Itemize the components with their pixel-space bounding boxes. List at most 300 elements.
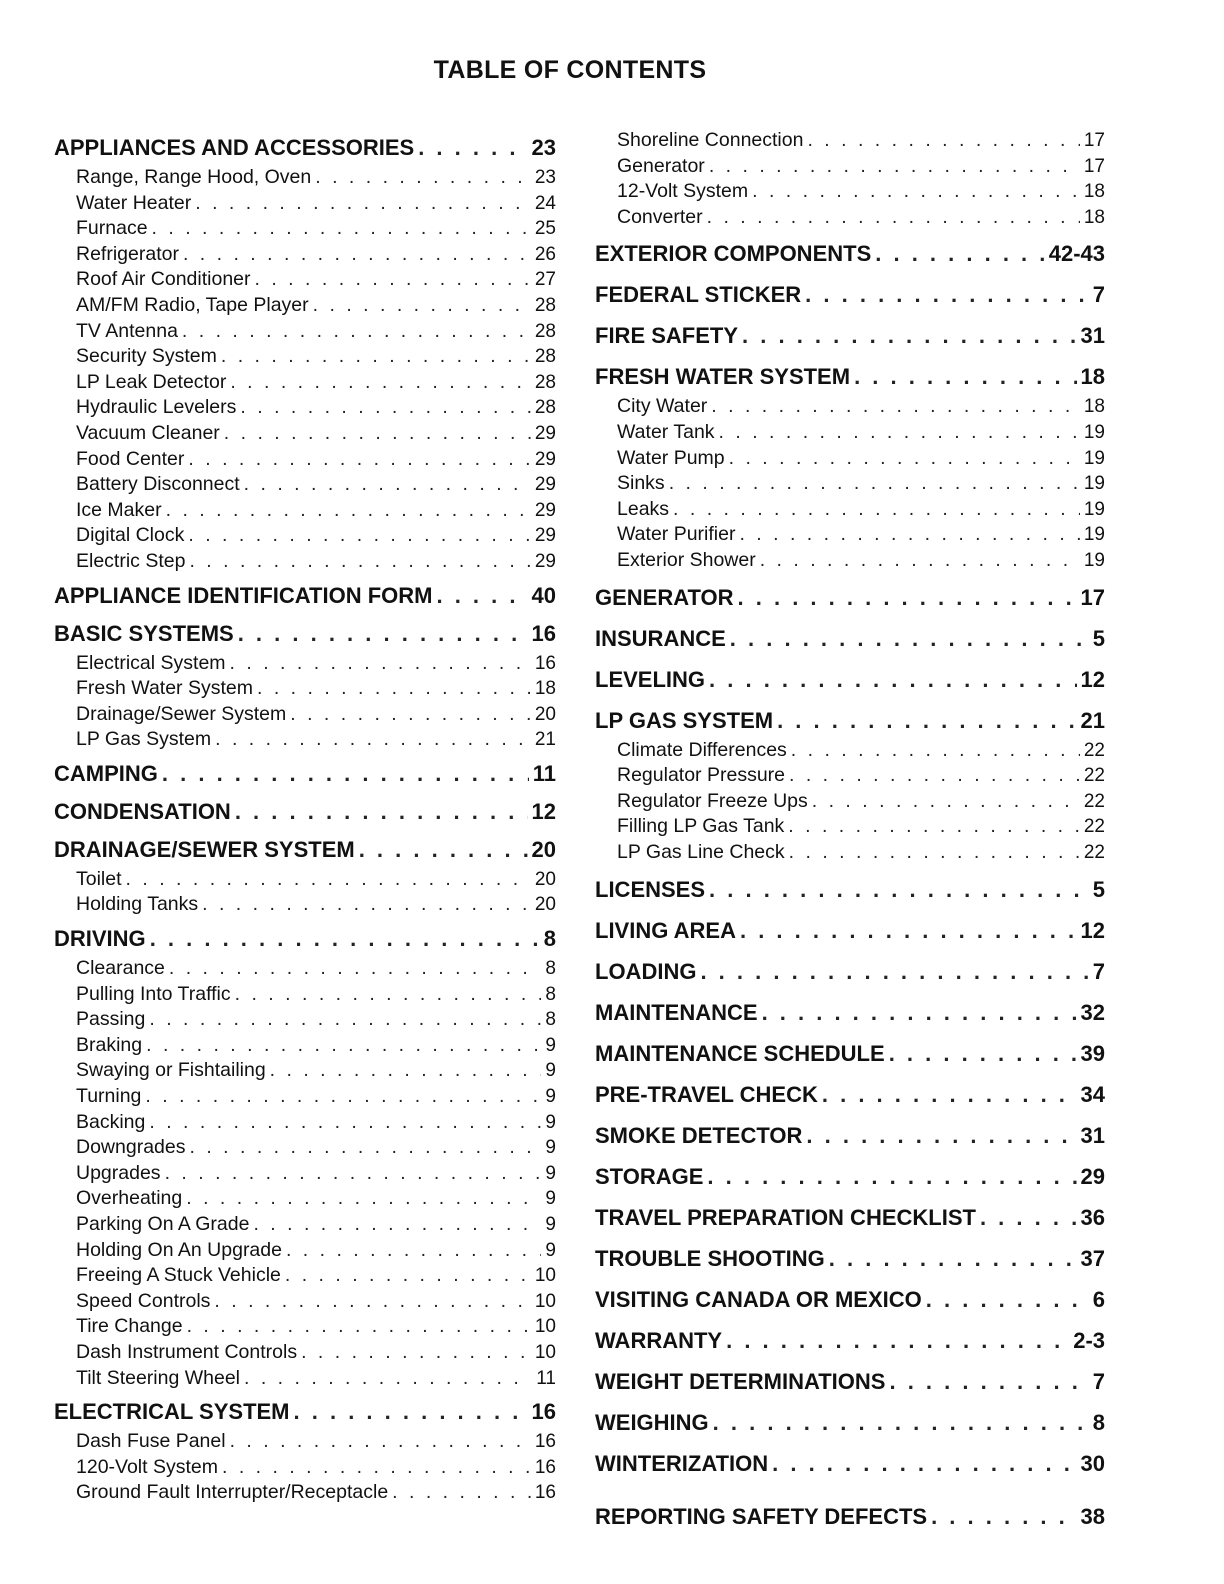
toc-group [595, 574, 1105, 615]
dot-leader [669, 471, 1080, 497]
toc-entry-label: APPLIANCE IDENTIFICATION FORM [54, 582, 433, 608]
toc-entry-page: 8 [545, 983, 556, 1005]
dot-leader [224, 421, 531, 447]
toc-entry-page: 28 [534, 294, 556, 316]
toc-entry-label: BASIC SYSTEMS [54, 620, 234, 646]
toc-entry-page: 8 [545, 958, 556, 980]
toc-entry-label: WINTERIZATION [595, 1450, 769, 1476]
toc-entry-page: 6 [1092, 1286, 1105, 1312]
toc-entry-label: Battery Disconnect [76, 473, 240, 496]
toc-group [54, 1391, 556, 1506]
toc-group [595, 271, 1105, 312]
toc-group [595, 1194, 1105, 1235]
toc-entry-page: 29 [1080, 1163, 1105, 1189]
toc-entry-page: 36 [1080, 1204, 1105, 1230]
dot-leader [931, 1500, 1076, 1534]
toc-entry-label: Generator [617, 154, 705, 177]
page-title: TABLE OF CONTENTS [433, 56, 707, 84]
toc-entry-page: 23 [531, 135, 556, 160]
toc-group [595, 1399, 1105, 1440]
toc-group [54, 791, 556, 829]
toc-group [54, 613, 556, 753]
toc-heading-appliances-and-accessories[interactable] [54, 131, 556, 165]
toc-heading-leveling[interactable] [595, 663, 1105, 697]
toc-subentry-overheating[interactable] [54, 1186, 556, 1212]
toc-entry-page: 10 [534, 1265, 556, 1287]
dot-leader [829, 1242, 1077, 1276]
toc-entry-page: 8 [1092, 1409, 1105, 1435]
toc-entry-page: 24 [534, 192, 556, 214]
toc-subentry-toilet[interactable] [54, 867, 556, 893]
toc-entry-label: Roof Air Conditioner [76, 268, 251, 291]
toc-entry-page: 9 [545, 1086, 556, 1108]
toc-heading-camping[interactable] [54, 757, 556, 791]
toc-heading-appliance-identification-form[interactable] [54, 579, 556, 613]
toc-entry-label: Range, Range Hood, Oven [76, 166, 312, 188]
toc-entry-label: Pulling Into Traffic [76, 982, 231, 1005]
toc-heading-generator[interactable] [595, 581, 1105, 615]
toc-heading-insurance[interactable] [595, 622, 1105, 656]
dot-leader [149, 1110, 541, 1136]
toc-entry-page: 31 [1080, 323, 1105, 349]
toc-entry-page: 17 [1083, 130, 1105, 151]
toc-entry-page: 21 [1080, 707, 1105, 733]
toc-entry-page: 22 [1083, 790, 1105, 812]
toc-subentry-security-system[interactable] [54, 344, 556, 370]
toc-heading-weighing[interactable] [595, 1406, 1105, 1440]
toc-entry-page: 20 [534, 894, 556, 916]
dot-leader [146, 1033, 541, 1059]
dot-leader [169, 956, 542, 982]
toc-entry-page: 29 [534, 550, 556, 572]
toc-subentry-dash-instrument-controls[interactable] [54, 1340, 556, 1366]
toc-entry-label: Water Purifier [617, 523, 736, 546]
toc-heading-fresh-water-system[interactable] [595, 360, 1105, 394]
toc-entry-label: Fresh Water System [76, 677, 253, 700]
toc-group [595, 1030, 1105, 1071]
dot-leader [301, 1340, 531, 1366]
dot-leader [186, 1186, 541, 1212]
toc-entry-label: VISITING CANADA OR MEXICO [595, 1286, 922, 1312]
toc-entry-label: LP Gas System [76, 728, 212, 751]
toc-entry-page: 18 [1083, 206, 1105, 228]
toc-heading-warranty[interactable] [595, 1324, 1105, 1358]
toc-subentry-shoreline-connection[interactable] [595, 128, 1105, 154]
toc-entry-label: Filling LP Gas Tank [617, 815, 785, 838]
toc-entry-page: 29 [534, 499, 556, 521]
dot-leader [709, 154, 1080, 180]
toc-entry-page: 19 [1083, 421, 1105, 443]
toc-entry-label: EXTERIOR COMPONENTS [595, 241, 872, 267]
toc-subentry-electrical-system[interactable] [54, 651, 556, 677]
toc-entry-page: 7 [1092, 1368, 1105, 1394]
dot-leader [215, 727, 531, 753]
toc-entry-page: 29 [534, 422, 556, 444]
toc-heading-living-area[interactable] [595, 914, 1105, 948]
toc-entry-page: 10 [534, 1316, 556, 1338]
toc-group [595, 948, 1105, 989]
toc-subentry-turning[interactable] [54, 1084, 556, 1110]
dot-leader [822, 1078, 1077, 1112]
toc-entry-page: 9 [545, 1162, 556, 1184]
toc-subentry-water-purifier[interactable] [595, 522, 1105, 548]
toc-entry-label: Converter [617, 205, 703, 228]
toc-entry-page: 10 [534, 1290, 556, 1312]
dot-leader [235, 795, 528, 829]
toc-heading-driving[interactable] [54, 922, 556, 956]
toc-subentry-120-volt-system[interactable] [54, 1455, 556, 1481]
toc-subentry-lp-gas-line-check[interactable] [595, 840, 1105, 866]
toc-subentry-swaying-or-fishtailing[interactable] [54, 1058, 556, 1084]
toc-heading-lp-gas-system[interactable] [595, 704, 1105, 738]
toc-entry-page: 30 [1080, 1450, 1105, 1476]
toc-heading-fire-safety[interactable] [595, 319, 1105, 353]
toc-entry-label: Parking On A Grade [76, 1213, 250, 1235]
toc-entry-page: 27 [534, 269, 556, 291]
toc-heading-exterior-components[interactable] [595, 237, 1105, 271]
toc-entry-page: 34 [1080, 1081, 1105, 1107]
dot-leader [740, 914, 1077, 948]
toc-heading-condensation[interactable] [54, 795, 556, 829]
toc-entry-label: FEDERAL STICKER [595, 282, 802, 308]
dot-leader [165, 1161, 542, 1187]
dot-leader [812, 789, 1080, 815]
toc-heading-weight-determinations[interactable] [595, 1365, 1105, 1399]
toc-entry-label: 120-Volt System [76, 1455, 218, 1478]
toc-entry-page: 28 [534, 346, 556, 368]
dot-leader [152, 216, 531, 242]
toc-group [595, 312, 1105, 353]
toc-entry-label: DRIVING [54, 926, 146, 952]
toc-entry-page: 23 [534, 167, 556, 188]
toc-entry-label: WEIGHING [595, 1409, 709, 1435]
toc-group [54, 131, 556, 575]
toc-heading-drainage-sewer-system[interactable] [54, 833, 556, 867]
toc-subentry-fresh-water-system[interactable] [54, 676, 556, 702]
dot-leader [315, 165, 531, 191]
dot-leader [777, 704, 1076, 738]
toc-entry-label: Freeing A Stuck Vehicle [76, 1264, 281, 1287]
toc-entry-page: 12 [531, 798, 556, 824]
toc-entry-label: LP Gas Line Check [617, 840, 785, 863]
toc-subentry-backing[interactable] [54, 1110, 556, 1136]
toc-subentry-tire-change[interactable] [54, 1314, 556, 1340]
toc-entry-label: Food Center [76, 447, 185, 470]
toc-entry-page: 16 [534, 1482, 556, 1504]
toc-entry-page: 19 [1083, 447, 1105, 469]
toc-subentry-clearance[interactable] [54, 956, 556, 982]
toc-entry-page: 9 [545, 1239, 556, 1261]
toc-group [595, 1317, 1105, 1358]
toc-heading-visiting-canada-or-mexico[interactable] [595, 1283, 1105, 1317]
toc-heading-pre-travel-check[interactable] [595, 1078, 1105, 1112]
toc-subentry-holding-tanks[interactable] [54, 892, 556, 918]
toc-entry-page: 28 [534, 397, 556, 419]
toc-group [595, 1153, 1105, 1194]
dot-leader [188, 523, 530, 549]
toc-group [595, 128, 1105, 230]
toc-entry-page: 12 [1080, 917, 1105, 943]
toc-subentry-pulling-into-traffic[interactable] [54, 982, 556, 1008]
toc-entry-label: FRESH WATER SYSTEM [595, 364, 851, 390]
toc-entry-page: 17 [1080, 584, 1105, 610]
toc-entry-label: TRAVEL PREPARATION CHECKLIST [595, 1204, 976, 1230]
toc-subentry-upgrades[interactable] [54, 1161, 556, 1187]
toc-subentry-climate-differences[interactable] [595, 738, 1105, 764]
toc-entry-page: 31 [1080, 1122, 1105, 1148]
toc-entry-label: Upgrades [76, 1161, 161, 1184]
dot-leader [713, 1406, 1089, 1440]
toc-subentry-lp-leak-detector[interactable] [54, 370, 556, 396]
dot-leader [235, 982, 542, 1008]
toc-heading-smoke-detector[interactable] [595, 1119, 1105, 1153]
toc-subentry-parking-on-a-grade[interactable] [54, 1212, 556, 1238]
toc-entry-page: 22 [1083, 841, 1105, 863]
toc-heading-travel-preparation-checklist[interactable] [595, 1201, 1105, 1235]
toc-subentry-roof-air-conditioner[interactable] [54, 267, 556, 293]
toc-subentry-regulator-pressure[interactable] [595, 763, 1105, 789]
toc-entry-label: Regulator Pressure [617, 764, 785, 787]
toc-entry-page: 16 [531, 620, 556, 646]
toc-entry-label: Holding Tanks [76, 893, 199, 916]
dot-leader [889, 1365, 1088, 1399]
toc-entry-label: Backing [76, 1110, 146, 1133]
dot-leader [418, 131, 527, 165]
toc-subentry-generator[interactable] [595, 154, 1105, 180]
dot-leader [806, 1119, 1076, 1153]
toc-group [595, 353, 1105, 573]
toc-subentry-digital-clock[interactable] [54, 523, 556, 549]
dot-leader [760, 548, 1080, 574]
dot-leader [230, 370, 531, 396]
dot-leader [738, 581, 1077, 615]
toc-subentry-regulator-freeze-ups[interactable] [595, 789, 1105, 815]
toc-entry-label: FIRE SAFETY [595, 323, 739, 349]
toc-subentry-tilt-steering-wheel[interactable] [54, 1366, 556, 1392]
toc-entry-label: Exterior Shower [617, 548, 756, 571]
toc-entry-page: 9 [545, 1034, 556, 1056]
dot-leader [719, 420, 1080, 446]
toc-entry-label: Dash Fuse Panel [76, 1430, 226, 1453]
toc-entry-label: Swaying or Fishtailing [76, 1059, 266, 1082]
dot-leader [359, 833, 528, 867]
toc-group [595, 989, 1105, 1030]
toc-entry-label: Electrical System [76, 651, 226, 674]
toc-group [595, 230, 1105, 271]
toc-entry-page: 10 [534, 1341, 556, 1363]
toc-heading-maintenance-schedule[interactable] [595, 1037, 1105, 1071]
toc-subentry-battery-disconnect[interactable] [54, 472, 556, 498]
dot-leader [772, 1447, 1076, 1481]
toc-subentry-water-heater[interactable] [54, 191, 556, 217]
toc-entry-page: 38 [1080, 1504, 1105, 1529]
toc-subentry-ice-maker[interactable] [54, 498, 556, 524]
toc-entry-label: MAINTENANCE SCHEDULE [595, 1040, 885, 1066]
toc-entry-label: AM/FM Radio, Tape Player [76, 293, 309, 316]
toc-entry-page: 18 [534, 678, 556, 700]
toc-entry-label: LEVELING [595, 666, 706, 692]
toc-subentry-water-tank[interactable] [595, 420, 1105, 446]
toc-entry-label: REPORTING SAFETY DEFECTS [595, 1504, 928, 1529]
toc-entry-label: Water Tank [617, 420, 715, 443]
dot-leader [187, 1314, 531, 1340]
toc-entry-page: 19 [1083, 549, 1105, 571]
toc-group [595, 1358, 1105, 1399]
dot-leader [126, 867, 531, 893]
toc-footer-entry [595, 1500, 1105, 1534]
dot-leader [752, 179, 1080, 205]
toc-entry-page: 17 [1083, 155, 1105, 177]
toc-subentry-electric-step[interactable] [54, 549, 556, 575]
toc-entry-page: 9 [545, 1060, 556, 1082]
toc-entry-page: 20 [531, 836, 556, 862]
toc-entry-label: Sinks [617, 472, 665, 495]
toc-subentry-drainage-sewer-system[interactable] [54, 702, 556, 728]
toc-entry-page: 26 [534, 243, 556, 265]
toc-subentry-range-range-hood-oven[interactable] [54, 165, 556, 191]
toc-heading-electrical-system[interactable] [54, 1395, 556, 1429]
dot-leader [253, 1212, 541, 1238]
toc-heading-licenses[interactable] [595, 873, 1105, 907]
toc-entry-label: LICENSES [595, 876, 706, 902]
dot-leader [188, 447, 530, 473]
dot-leader [707, 1160, 1076, 1194]
toc-subentry-am-fm-radio-tape-player[interactable] [54, 293, 556, 319]
dot-leader [889, 1037, 1077, 1071]
toc-heading-trouble-shooting[interactable] [595, 1242, 1105, 1276]
toc-entry-label: Toilet [76, 867, 122, 890]
toc-entry-page: 9 [545, 1214, 556, 1235]
toc-group [54, 829, 556, 918]
toc-group [595, 1235, 1105, 1276]
toc-entry-label: Braking [76, 1033, 143, 1056]
toc-heading-storage[interactable] [595, 1160, 1105, 1194]
toc-subentry-vacuum-cleaner[interactable] [54, 421, 556, 447]
toc-subentry-leaks[interactable] [595, 497, 1105, 523]
dot-leader [436, 579, 527, 613]
dot-leader [709, 663, 1077, 697]
toc-group [595, 1440, 1105, 1481]
toc-entry-page: 8 [543, 926, 556, 952]
toc-entry-label: SMOKE DETECTOR [595, 1122, 803, 1148]
toc-entry-page: 11 [532, 760, 556, 786]
toc-entry-label: LOADING [595, 958, 697, 984]
toc-entry-label: MAINTENANCE [595, 999, 758, 1025]
dot-leader [980, 1201, 1077, 1235]
dot-leader [791, 738, 1080, 764]
toc-entry-label: TV Antenna [76, 319, 178, 342]
dot-leader [182, 319, 531, 345]
toc-entry-page: 5 [1092, 876, 1105, 902]
dot-leader [788, 814, 1080, 840]
toc-entry-label: Passing [76, 1008, 146, 1031]
toc-entry-label: Speed Controls [76, 1289, 211, 1312]
toc-subentry-speed-controls[interactable] [54, 1289, 556, 1315]
toc-heading-basic-systems[interactable] [54, 617, 556, 651]
toc-entry-label: ELECTRICAL SYSTEM [54, 1399, 290, 1425]
toc-group [54, 575, 556, 613]
toc-subentry-exterior-shower[interactable] [595, 548, 1105, 574]
toc-group [595, 656, 1105, 697]
toc-entry-page: 16 [534, 1456, 556, 1478]
toc-entry-page: 29 [534, 525, 556, 547]
dot-leader [238, 617, 528, 651]
toc-subentry-downgrades[interactable] [54, 1135, 556, 1161]
toc-heading-federal-sticker[interactable] [595, 278, 1105, 312]
toc-entry-page: 11 [536, 1367, 556, 1389]
toc-entry-reporting-safety-defects[interactable] [595, 1500, 1105, 1534]
toc-subentry-furnace[interactable] [54, 216, 556, 242]
toc-subentry-passing[interactable] [54, 1007, 556, 1033]
toc-entry-label: LIVING AREA [595, 917, 736, 943]
toc-subentry-city-water[interactable] [595, 394, 1105, 420]
toc-entry-page: 19 [1083, 498, 1105, 520]
toc-entry-page: 18 [1083, 396, 1105, 418]
toc-entry-page: 28 [534, 371, 556, 393]
toc-entry-page: 16 [534, 1431, 556, 1453]
toc-heading-maintenance[interactable] [595, 996, 1105, 1030]
dot-leader [244, 1366, 532, 1392]
toc-entry-page: 22 [1083, 739, 1105, 761]
toc-subentry-holding-on-an-upgrade[interactable] [54, 1238, 556, 1264]
dot-leader [313, 293, 531, 319]
dot-leader [730, 622, 1089, 656]
toc-heading-loading[interactable] [595, 955, 1105, 989]
dot-leader [700, 955, 1088, 989]
toc-subentry-converter[interactable] [595, 205, 1105, 231]
toc-subentry-refrigerator[interactable] [54, 242, 556, 268]
toc-entry-label: Overheating [76, 1187, 183, 1210]
toc-subentry-filling-lp-gas-tank[interactable] [595, 814, 1105, 840]
toc-entry-label: CAMPING [54, 760, 158, 786]
dot-leader [805, 278, 1089, 312]
toc-entry-label: LP Leak Detector [76, 370, 227, 393]
toc-subentry-sinks[interactable] [595, 471, 1105, 497]
toc-subentry-ground-fault-interrupter-receptacle[interactable] [54, 1480, 556, 1506]
toc-group [595, 697, 1105, 866]
toc-entry-page: 7 [1092, 282, 1105, 308]
toc-subentry-food-center[interactable] [54, 447, 556, 473]
toc-entry-label: Holding On An Upgrade [76, 1238, 282, 1261]
toc-subentry-freeing-a-stuck-vehicle[interactable] [54, 1263, 556, 1289]
toc-entry-page: 9 [545, 1111, 556, 1133]
toc-entry-label: Leaks [617, 497, 670, 520]
toc-entry-label: Digital Clock [76, 524, 185, 547]
toc-group [595, 615, 1105, 656]
toc-subentry-dash-fuse-panel[interactable] [54, 1429, 556, 1455]
dot-leader [789, 840, 1080, 866]
toc-entry-label: PRE-TRAVEL CHECK [595, 1081, 818, 1107]
toc-entry-page: 20 [534, 868, 556, 890]
toc-entry-label: CONDENSATION [54, 798, 231, 824]
toc-subentry-tv-antenna[interactable] [54, 319, 556, 345]
toc-subentry-lp-gas-system[interactable] [54, 727, 556, 753]
dot-leader [214, 1289, 530, 1315]
toc-entry-page: 22 [1083, 816, 1105, 838]
toc-subentry-12-volt-system[interactable] [595, 179, 1105, 205]
toc-entry-label: Electric Step [76, 549, 186, 572]
toc-subentry-water-pump[interactable] [595, 446, 1105, 472]
toc-subentry-hydraulic-levelers[interactable] [54, 395, 556, 421]
toc-entry-label: Regulator Freeze Ups [617, 789, 808, 812]
toc-subentry-braking[interactable] [54, 1033, 556, 1059]
dot-leader [166, 498, 531, 524]
toc-entry-page: 42-43 [1048, 241, 1105, 267]
toc-heading-winterization[interactable] [595, 1447, 1105, 1481]
dot-leader [707, 205, 1080, 231]
toc-entry-label: WEIGHT DETERMINATIONS [595, 1368, 886, 1394]
toc-entry-page: 19 [1083, 524, 1105, 546]
